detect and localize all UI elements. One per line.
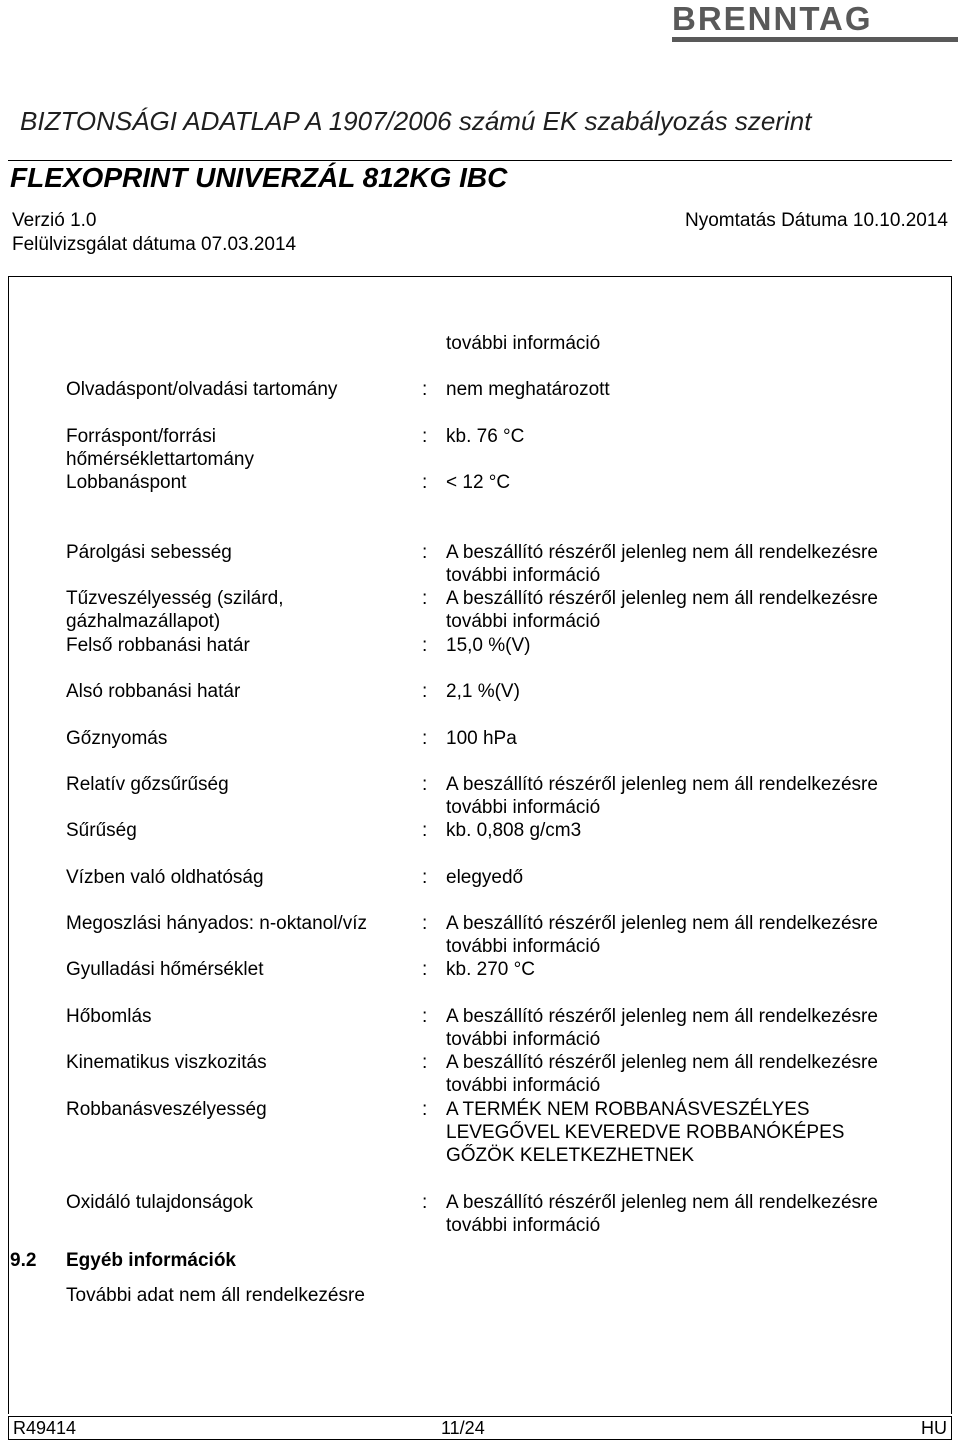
property-value: kb. 0,808 g/cm3: [446, 820, 582, 841]
property-value: A beszállító részéről jelenleg nem áll rendelkezésre további információ: [446, 774, 878, 818]
property-colon: :: [422, 1006, 428, 1027]
property-colon: :: [422, 681, 428, 702]
frame-left-border: [8, 276, 9, 1414]
continuation-text: további információ: [446, 333, 601, 354]
property-label: Gőznyomás: [66, 728, 168, 749]
logo-underline: [672, 37, 958, 42]
property-colon: :: [422, 426, 428, 447]
property-label: Oxidáló tulajdonságok: [66, 1192, 253, 1213]
property-value: kb. 270 °C: [446, 959, 535, 980]
property-value: A beszállító részéről jelenleg nem áll rendelkezésre további információ: [446, 1052, 878, 1096]
property-label: Megoszlási hányados: n-oktanol/víz: [66, 913, 367, 934]
property-colon: :: [422, 728, 428, 749]
property-label: Olvadáspont/olvadási tartomány: [66, 379, 338, 400]
property-value: nem meghatározott: [446, 379, 610, 400]
property-label: Sűrűség: [66, 820, 137, 841]
section-title: Egyéb információk: [66, 1250, 236, 1271]
revision-date: Felülvizsgálat dátuma 07.03.2014: [12, 234, 297, 255]
property-colon: :: [422, 635, 428, 656]
property-colon: :: [422, 867, 428, 888]
content-top-border: [8, 276, 952, 277]
property-label: Hőbomlás: [66, 1006, 152, 1027]
property-value: A beszállító részéről jelenleg nem áll rendelkezésre további információ: [446, 588, 878, 632]
property-value: A beszállító részéről jelenleg nem áll rendelkezésre további információ: [446, 1192, 878, 1236]
property-label: Relatív gőzsűrűség: [66, 774, 229, 795]
property-value: 15,0 %(V): [446, 635, 531, 656]
frame-right-border: [951, 276, 952, 1414]
property-label: Vízben való oldhatóság: [66, 867, 264, 888]
property-colon: :: [422, 542, 428, 563]
header-divider: [8, 160, 952, 161]
property-colon: :: [422, 820, 428, 841]
property-value: 2,1 %(V): [446, 681, 520, 702]
property-label: Gyulladási hőmérséklet: [66, 959, 264, 980]
section-number: 9.2: [10, 1250, 37, 1271]
property-value: 100 hPa: [446, 728, 517, 749]
document-code: R49414: [13, 1418, 77, 1438]
property-label: Forráspont/forrási hőmérséklettartomány: [66, 426, 254, 470]
page-footer: [8, 1416, 952, 1440]
property-colon: :: [422, 472, 428, 493]
property-label: Kinematikus viszkozitás: [66, 1052, 267, 1073]
product-name: FLEXOPRINT UNIVERZÁL 812KG IBC: [10, 162, 508, 193]
property-colon: :: [422, 1192, 428, 1213]
property-colon: :: [422, 913, 428, 934]
property-value: A TERMÉK NEM ROBBANÁSVESZÉLYES LEVEGŐVEL KEVEREDVE ROBBANÓKÉPES GŐZÖK KELETKEZHETNEK: [446, 1099, 845, 1166]
property-label: Alsó robbanási határ: [66, 681, 241, 702]
language-code: HU: [921, 1418, 947, 1438]
property-value: A beszállító részéről jelenleg nem áll rendelkezésre további információ: [446, 913, 878, 957]
property-label: Robbanásveszélyesség: [66, 1099, 267, 1120]
brenntag-logo: BRENNTAG: [672, 0, 873, 37]
property-colon: :: [422, 379, 428, 400]
property-value: kb. 76 °C: [446, 426, 525, 447]
property-colon: :: [422, 959, 428, 980]
property-colon: :: [422, 588, 428, 609]
property-value: elegyedő: [446, 867, 524, 888]
property-value: A beszállító részéről jelenleg nem áll rendelkezésre további információ: [446, 542, 878, 586]
property-value: < 12 °C: [446, 472, 511, 493]
property-colon: :: [422, 774, 428, 795]
property-label: Lobbanáspont: [66, 472, 187, 493]
document-title: BIZTONSÁGI ADATLAP A 1907/2006 számú EK szabályozás szerint: [20, 106, 812, 136]
property-colon: :: [422, 1099, 428, 1120]
version-label: Verzió 1.0: [12, 210, 97, 231]
property-label: Tűzveszélyesség (szilárd, gázhalmazállapot): [66, 588, 284, 632]
section-text: További adat nem áll rendelkezésre: [66, 1285, 365, 1306]
property-value: A beszállító részéről jelenleg nem áll rendelkezésre további információ: [446, 1006, 878, 1050]
property-colon: :: [422, 1052, 428, 1073]
property-label: Felső robbanási határ: [66, 635, 250, 656]
page-number: 11/24: [441, 1418, 485, 1438]
print-date: Nyomtatás Dátuma 10.10.2014: [685, 210, 948, 231]
property-label: Párolgási sebesség: [66, 542, 232, 563]
